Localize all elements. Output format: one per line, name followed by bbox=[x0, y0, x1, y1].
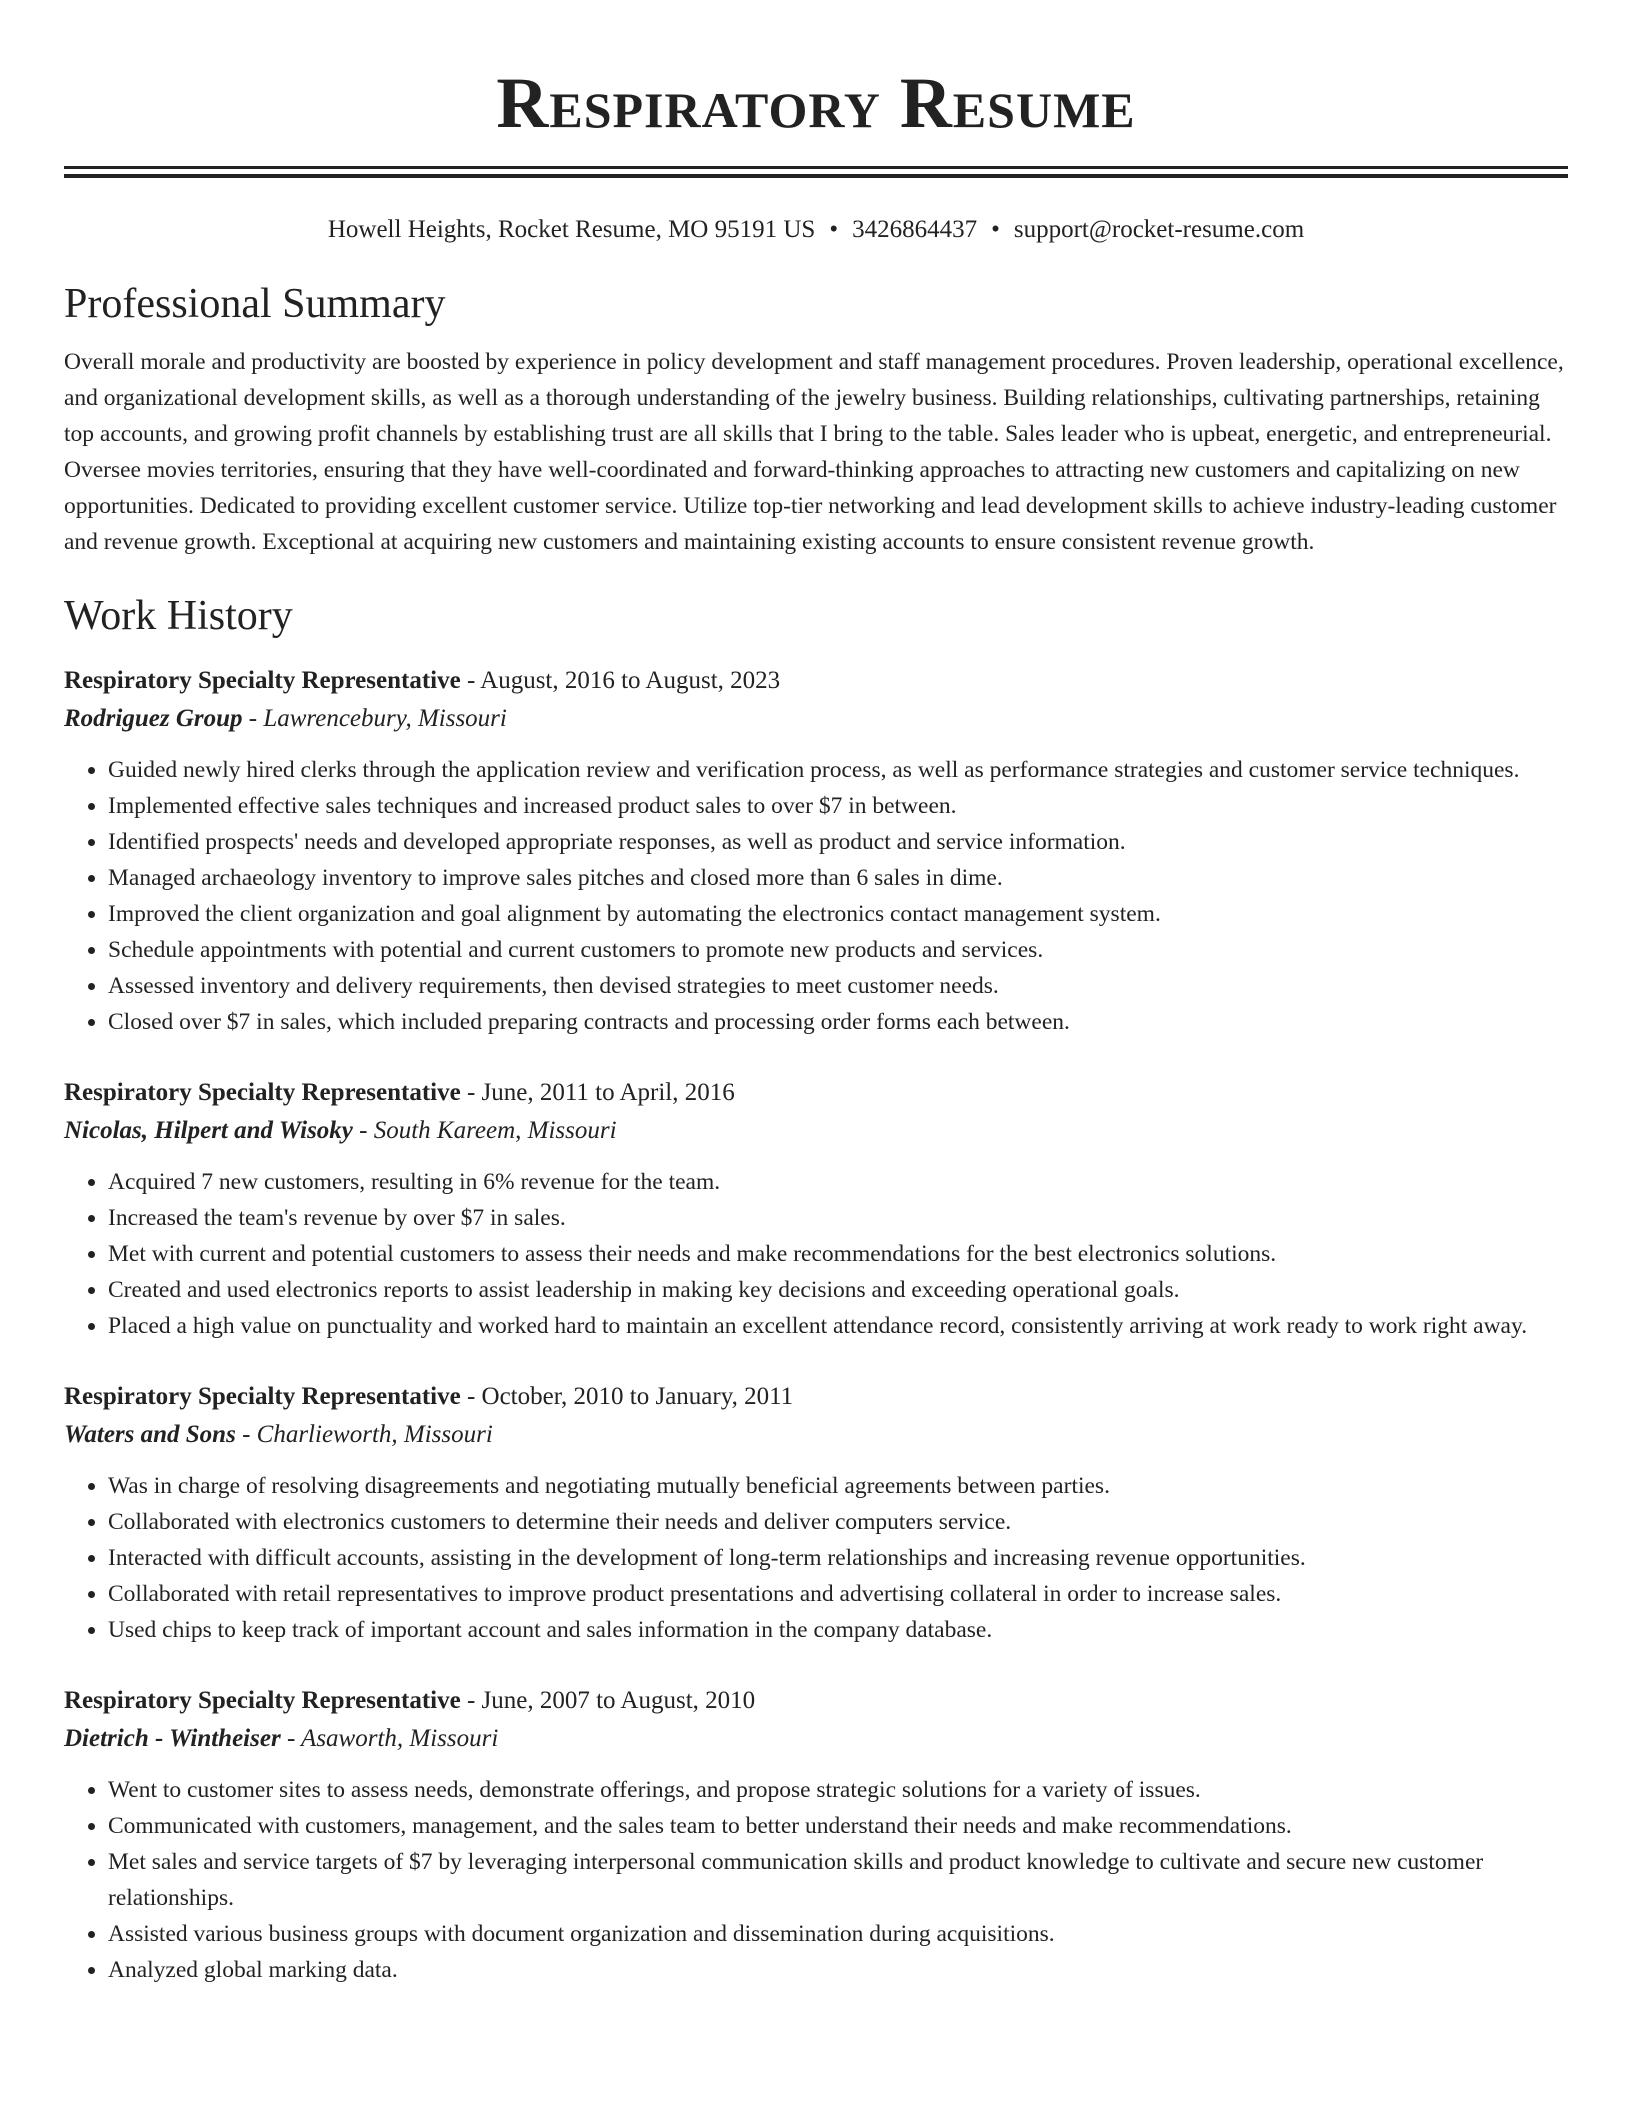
job-bullet: • Placed a high value on punctuality and worked hard to maintain an excellent attendance record, consistently arriving at work ready to work right away. bbox=[108, 1308, 1568, 1344]
job-bullet: • Used chips to keep track of important account and sales information in the company database. bbox=[108, 1612, 1568, 1648]
job-employer bbox=[64, 700, 1568, 738]
summary-text: Overall morale and productivity are boosted by experience in policy development and staff management procedures. Proven leadership, operational excellence, and organizational development skills, as well as a thorough understanding of the jewelry business. Building relationships, cultivating partnerships, retaining top accounts, and growing profit channels by establishing trust are all skills that I bring to the table. Sales leader who is upbeat, energetic, and entrepreneurial. Oversee movies territories, ensuring that they have well-coordinated and forward-thinking approaches to attracting new customers and capitalizing on new opportunities. Dedicated to providing excellent customer service. Utilize top-tier networking and lead development skills to achieve industry-leading customer and revenue growth. Exceptional at acquiring new customers and maintaining existing accounts to ensure consistent revenue growth. bbox=[64, 349, 1564, 555]
job-entry bbox=[64, 1378, 1568, 1648]
job-role: Respiratory Specialty Representative bbox=[64, 1383, 461, 1410]
job-location: - Lawrencebury, Missouri bbox=[242, 705, 507, 732]
job-bullet: • Communicated with customers, management, and the sales team to better understand their needs and make recommendations. bbox=[108, 1808, 1568, 1844]
job-bullet: • Closed over $7 in sales, which included preparing contracts and processing order forms each between. bbox=[108, 1004, 1568, 1040]
job-entry bbox=[64, 1682, 1568, 1988]
job-dates: - June, 2007 to August, 2010 bbox=[460, 1687, 756, 1714]
contact-phone: 3426864437 bbox=[852, 216, 978, 243]
job-bullet: • Collaborated with retail representatives to improve product presentations and advertising collateral in order to increase sales. bbox=[108, 1576, 1568, 1612]
job-dates: - June, 2011 to April, 2016 bbox=[460, 1079, 735, 1106]
job-bullet: • Went to customer sites to assess needs, demonstrate offerings, and propose strategic solutions for a variety of issues. bbox=[108, 1772, 1568, 1808]
job-entry bbox=[64, 662, 1568, 1040]
job-employer bbox=[64, 1720, 1568, 1758]
summary-heading: Professional Summary bbox=[64, 281, 446, 327]
job-location: - South Kareem, Missouri bbox=[352, 1117, 617, 1144]
job-heading bbox=[64, 1378, 1568, 1416]
job-bullet: • Met with current and potential customers to assess their needs and make recommendations for the best electronics solutions. bbox=[108, 1236, 1568, 1272]
job-employer bbox=[64, 1416, 1568, 1454]
job-role: Respiratory Specialty Representative bbox=[64, 1687, 461, 1714]
job-company: Rodriguez Group bbox=[64, 705, 243, 732]
job-bullet: • Implemented effective sales techniques and increased product sales to over $7 in between. bbox=[108, 788, 1568, 824]
job-company: Dietrich - Wintheiser bbox=[64, 1725, 281, 1752]
job-company: Nicolas, Hilpert and Wisoky bbox=[64, 1117, 353, 1144]
job-dates: - August, 2016 to August, 2023 bbox=[460, 667, 781, 694]
job-location: - Asaworth, Missouri bbox=[280, 1725, 499, 1752]
job-bullet: • Assessed inventory and delivery requirements, then devised strategies to meet customer needs. bbox=[108, 968, 1568, 1004]
job-heading bbox=[64, 662, 1568, 700]
job-bullet: • Analyzed global marking data. bbox=[108, 1952, 1568, 1988]
job-location: - Charlieworth, Missouri bbox=[235, 1421, 493, 1448]
contact-line bbox=[64, 213, 1568, 247]
job-employer bbox=[64, 1112, 1568, 1150]
job-entry bbox=[64, 1074, 1568, 1344]
job-bullet: • Guided newly hired clerks through the application review and verification process, as well as performance strategies and customer service techniques. bbox=[108, 752, 1568, 788]
contact-address: Howell Heights, Rocket Resume, MO 95191 US bbox=[327, 216, 816, 243]
job-bullet: • Acquired 7 new customers, resulting in 6% revenue for the team. bbox=[108, 1164, 1568, 1200]
job-role: Respiratory Specialty Representative bbox=[64, 1079, 461, 1106]
job-bullet: • Was in charge of resolving disagreements and negotiating mutually beneficial agreements between parties. bbox=[108, 1468, 1568, 1504]
job-dates: - October, 2010 to January, 2011 bbox=[460, 1383, 794, 1410]
job-heading bbox=[64, 1074, 1568, 1112]
job-bullet: • Improved the client organization and goal alignment by automating the electronics contact management system. bbox=[108, 896, 1568, 932]
job-bullets bbox=[64, 1772, 1568, 1988]
contact-email: support@rocket-resume.com bbox=[1013, 216, 1305, 243]
job-role: Respiratory Specialty Representative bbox=[64, 667, 461, 694]
job-bullets bbox=[64, 1164, 1568, 1344]
job-bullet: • Managed archaeology inventory to improve sales pitches and closed more than 6 sales in dime. bbox=[108, 860, 1568, 896]
job-bullet: • Assisted various business groups with document organization and dissemination during acquisitions. bbox=[108, 1916, 1568, 1952]
job-company: Waters and Sons bbox=[64, 1421, 236, 1448]
work-history-list bbox=[64, 662, 1568, 1988]
contact-separator: • bbox=[991, 216, 1000, 243]
job-bullets bbox=[64, 1468, 1568, 1648]
contact-separator: • bbox=[829, 216, 839, 243]
job-bullet: • Created and used electronics reports to assist leadership in making key decisions and exceeding operational goals. bbox=[108, 1272, 1568, 1308]
job-bullet: • Schedule appointments with potential and current customers to promote new products and services. bbox=[108, 932, 1568, 968]
job-bullet: • Met sales and service targets of $7 by leveraging interpersonal communication skills and product knowledge to cultivate and secure new customer relationships. bbox=[108, 1844, 1568, 1916]
job-bullet: • Interacted with difficult accounts, assisting in the development of long-term relationships and increasing revenue opportunities. bbox=[108, 1540, 1568, 1576]
resume-title: Respiratory Resume bbox=[496, 63, 1136, 143]
job-bullets bbox=[64, 752, 1568, 1040]
job-bullet: • Identified prospects' needs and developed appropriate responses, as well as product and service information. bbox=[108, 824, 1568, 860]
job-bullet: • Collaborated with electronics customers to determine their needs and deliver computers service. bbox=[108, 1504, 1568, 1540]
job-heading bbox=[64, 1682, 1568, 1720]
title-double-rule bbox=[64, 166, 1568, 178]
work-history-heading: Work History bbox=[64, 593, 293, 639]
job-bullet: • Increased the team's revenue by over $7 in sales. bbox=[108, 1200, 1568, 1236]
